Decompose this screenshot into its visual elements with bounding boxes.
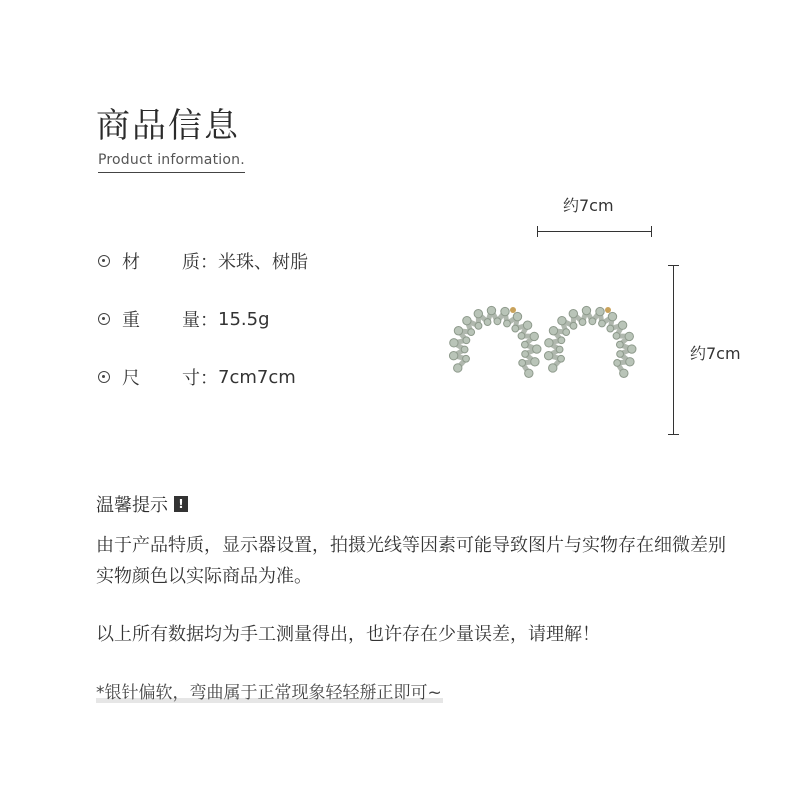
height-dimension-label: 约7cm — [690, 344, 741, 363]
height-dimension-line — [673, 265, 674, 435]
page-title: 商品信息 — [96, 106, 240, 146]
width-dimension-label: 约7cm — [563, 196, 614, 215]
spec-label-a: 尺 — [122, 368, 140, 389]
bullet-icon — [98, 255, 110, 267]
bullet-icon — [98, 313, 110, 325]
earring — [449, 306, 541, 377]
earring-pair — [449, 306, 636, 377]
spec-label-a: 重 — [122, 310, 140, 331]
spec-label-a: 材 — [122, 252, 140, 273]
spec-value: 米珠、树脂 — [218, 252, 308, 273]
page-subtitle: Product information. — [98, 152, 245, 173]
spec-size — [98, 364, 296, 390]
bullet-icon — [98, 371, 110, 383]
earring-product-image — [440, 285, 660, 395]
tips-paragraph-disclaimer: 由于产品特质，显示器设置，拍摄光线等因素可能导致图片与实物存在细微差别实物颜色以实际商品为准。 — [96, 535, 726, 587]
tips-paragraph-measurement: 以上所有数据均为手工测量得出，也许存在少量误差，请理解！ — [96, 624, 600, 645]
spec-label-b: 质： — [182, 252, 218, 273]
width-dimension-line — [537, 231, 652, 232]
spec-material — [98, 248, 308, 274]
tips-heading — [96, 491, 188, 517]
tips-heading-text: 温馨提示 — [96, 495, 168, 516]
spec-label-b: 寸： — [182, 368, 218, 389]
spec-value: 15.5g — [218, 308, 270, 330]
spec-label-b: 量： — [182, 310, 218, 331]
tips-note-needle: *银针偏软，弯曲属于正常现象轻轻掰正即可~ — [96, 683, 442, 703]
exclamation-icon: ! — [174, 496, 188, 512]
earring — [544, 306, 636, 377]
spec-value: 7cm7cm — [218, 366, 296, 388]
spec-weight — [98, 306, 270, 332]
